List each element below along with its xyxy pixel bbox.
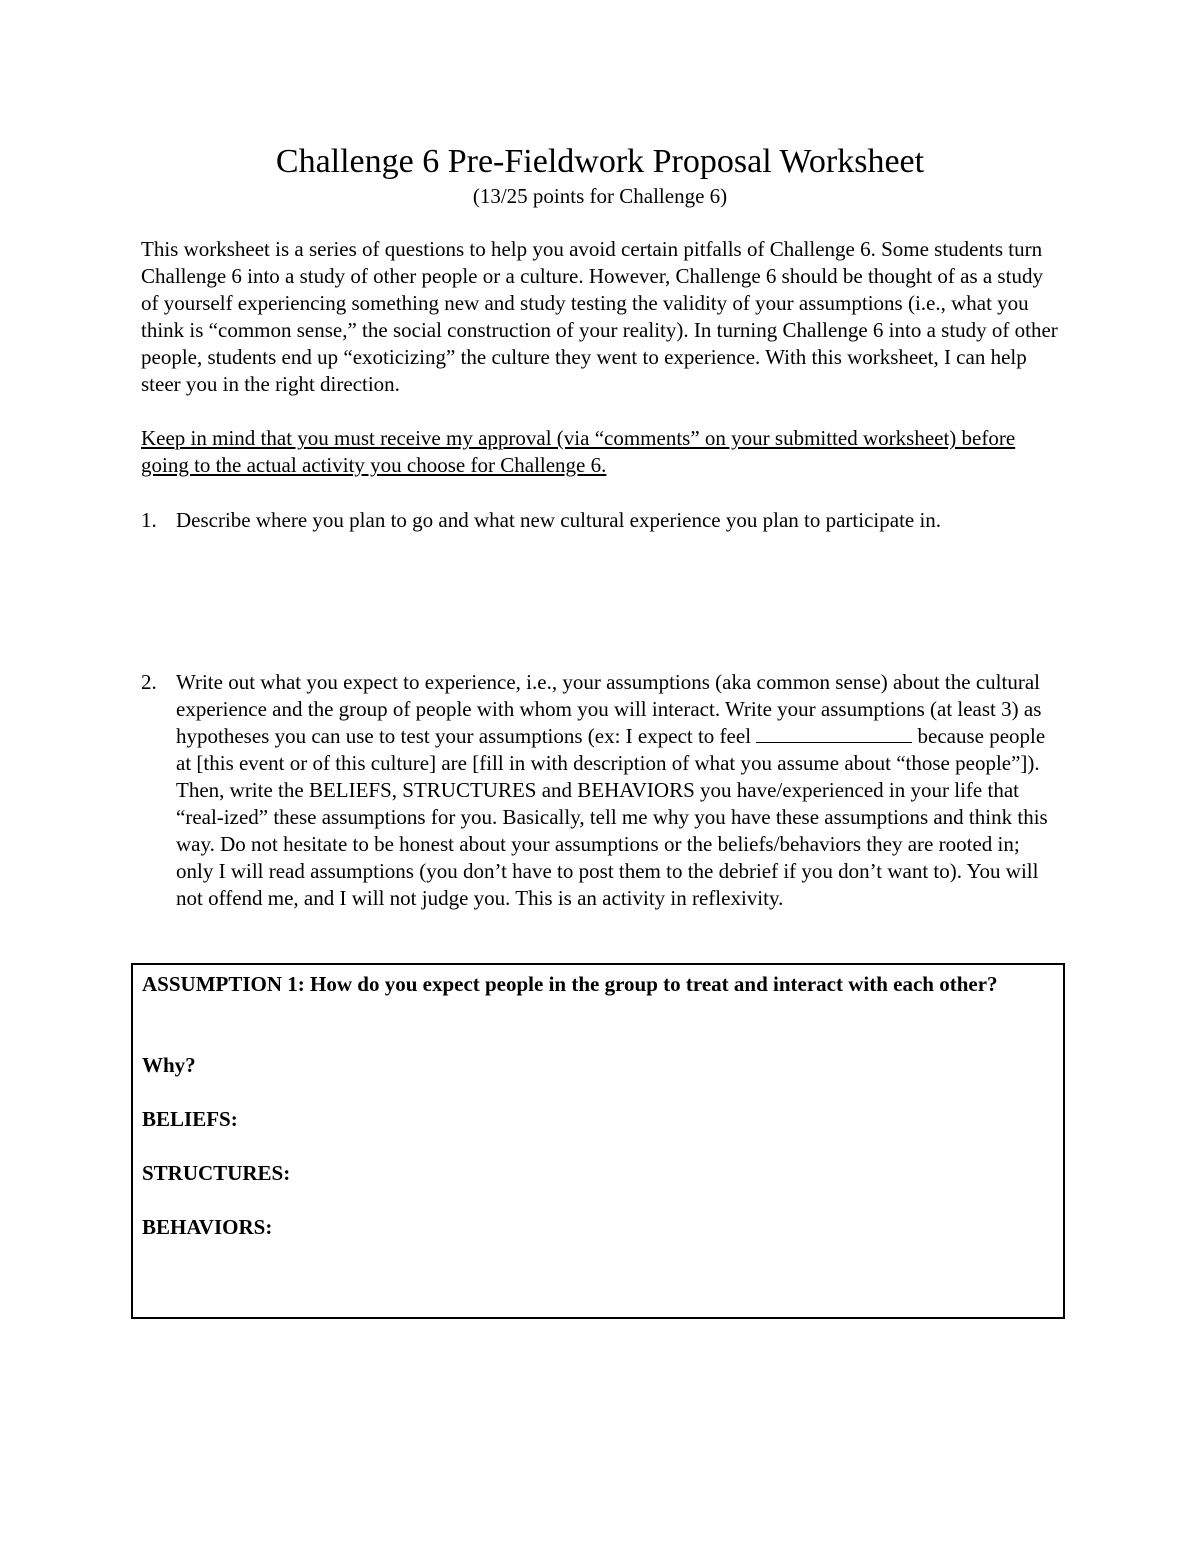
fill-in-blank — [756, 724, 912, 743]
structures-label: STRUCTURES: — [142, 1161, 291, 1185]
question-text: Describe where you plan to go and what new cultural experience you plan to participate in. — [176, 508, 942, 532]
question-number: 1. — [141, 508, 157, 532]
page-subtitle: (13/25 points for Challenge 6) — [472, 184, 728, 208]
question-text-before-blank: Write out what you expect to experience, i.e., your assumptions (aka common sense) about the cultural experience and the group of people with whom you will interact. Write your assumptions (at least 3) as hypotheses you can use to test your assumptions (ex: I expect to feel — [176, 670, 1042, 748]
intro-paragraph: This worksheet is a series of questions to help you avoid certain pitfalls of Challenge 6. Some students turn Challenge 6 into a study of other people or a culture. However, Challenge 6 should be thought of as a study of yourself experiencing something new and study testing the validity of your assumptions (i.e., what you think is “common sense,” the social construction of your reality). In turning Challenge 6 into a study of other people, students end up “exoticizing” the culture they went to experience. With this worksheet, I can help steer you in the right direction. — [141, 237, 1058, 396]
why-label: Why? — [142, 1053, 196, 1077]
behaviors-label: BEHAVIORS: — [142, 1215, 273, 1239]
assumption-1-box — [131, 963, 1065, 1319]
assumption-1-heading: ASSUMPTION 1: How do you expect people in the group to treat and interact with each other? — [142, 972, 998, 996]
question-text-after-blank: because people at [this event or of this culture] are [fill in with description of what you assume about “those people”]). Then, write the BELIEFS, STRUCTURES and BEHAVIORS you have/experienced in your life that “real-ized” these assumptions for you. Basically, tell me why you have these assumptions and think this way. Do not hesitate to be honest about your assumptions or the beliefs/behaviors they are rooted in; only I will read assumptions (you don’t have to post them to the debrief if you don’t want to). You will not offend me, and I will not judge you. This is an activity in reflexivity. — [176, 724, 1048, 910]
page-title: Challenge 6 Pre-Fieldwork Proposal Worksheet — [275, 143, 925, 180]
question-2 — [141, 669, 1061, 912]
question-text — [176, 669, 1061, 912]
approval-notice: Keep in mind that you must receive my approval (via “comments” on your submitted worksheet) before going to the actual activity you choose for Challenge 6. — [141, 426, 1016, 477]
beliefs-label: BELIEFS: — [142, 1107, 238, 1131]
question-number: 2. — [141, 670, 157, 694]
question-1 — [141, 507, 1061, 534]
